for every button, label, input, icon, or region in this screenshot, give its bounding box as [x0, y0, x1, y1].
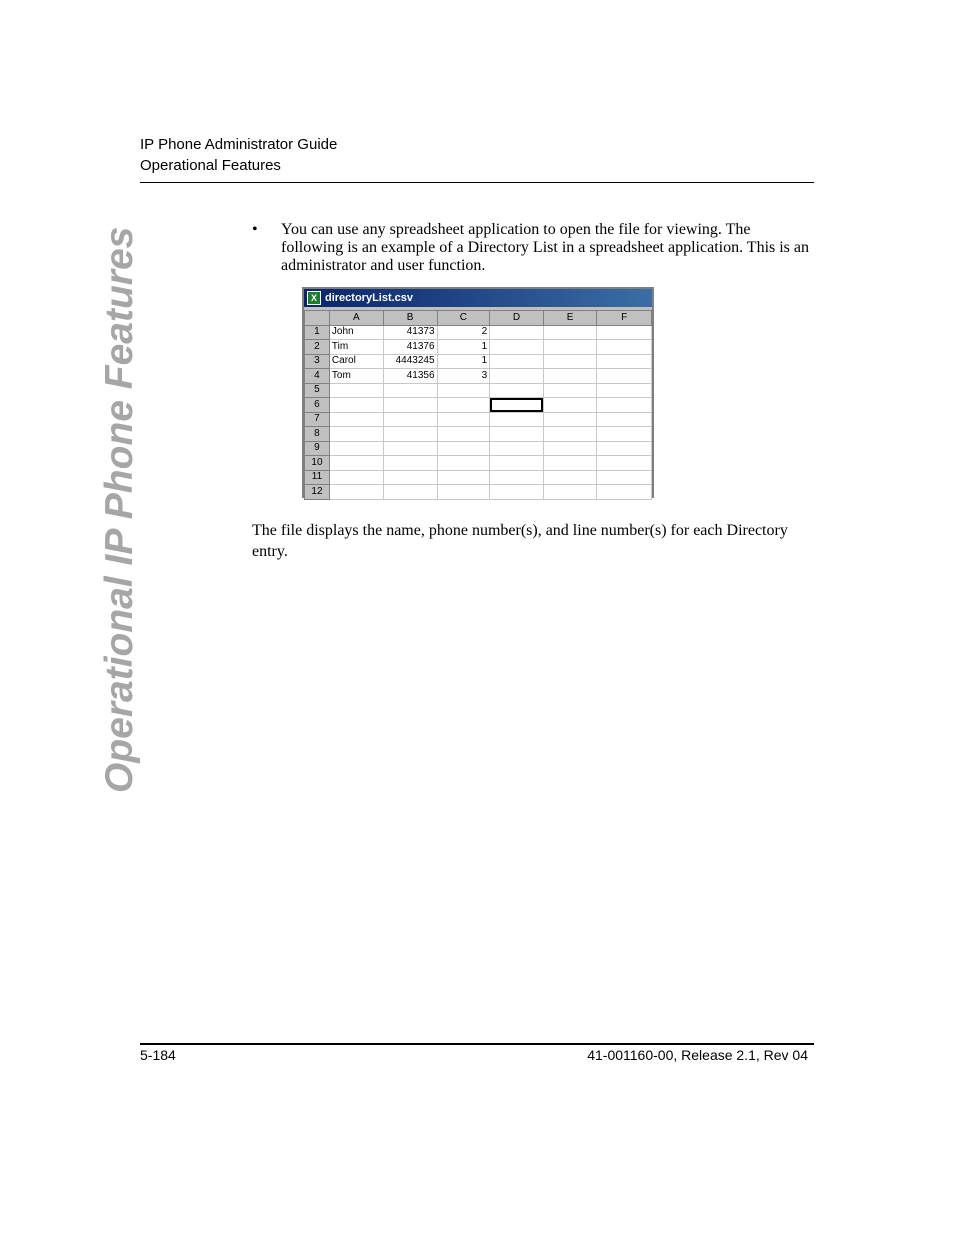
grid-cell[interactable]: [597, 456, 652, 471]
grid-cell[interactable]: [329, 441, 383, 456]
row-header[interactable]: 1: [305, 325, 330, 340]
grid-cell[interactable]: 41376: [383, 340, 437, 355]
grid-cell[interactable]: [490, 470, 544, 485]
bullet-symbol: •: [252, 221, 258, 238]
bullet-item: [252, 221, 814, 275]
row-header[interactable]: 6: [305, 398, 330, 413]
grid-cell[interactable]: [597, 325, 652, 340]
grid-cell[interactable]: [329, 470, 383, 485]
grid-cell[interactable]: [383, 456, 437, 471]
grid-cell[interactable]: [383, 398, 437, 413]
grid-cell[interactable]: [543, 354, 597, 369]
grid-cell[interactable]: 3: [437, 369, 490, 384]
excel-icon: X: [307, 291, 321, 305]
table-row: [305, 427, 652, 442]
grid-cell[interactable]: John: [329, 325, 383, 340]
footer-page-number: 5-184: [140, 1047, 176, 1063]
grid-cell[interactable]: [437, 383, 490, 398]
grid-cell[interactable]: [490, 441, 544, 456]
grid-cell[interactable]: [437, 441, 490, 456]
table-row: [305, 412, 652, 427]
grid-cell[interactable]: [490, 354, 544, 369]
grid-cell[interactable]: [543, 383, 597, 398]
row-header[interactable]: 5: [305, 383, 330, 398]
grid-cell[interactable]: 41356: [383, 369, 437, 384]
spreadsheet-titlebar[interactable]: [304, 289, 652, 307]
grid-cell[interactable]: [597, 470, 652, 485]
header-guide-title: IP Phone Administrator Guide: [140, 136, 338, 153]
grid-cell[interactable]: [597, 340, 652, 355]
grid-cell[interactable]: [437, 470, 490, 485]
footer-rule: [140, 1043, 814, 1045]
grid-cell[interactable]: Tim: [329, 340, 383, 355]
grid-cell[interactable]: [437, 412, 490, 427]
grid-cell[interactable]: [543, 485, 597, 500]
grid-cell[interactable]: [490, 485, 544, 500]
table-row: [305, 383, 652, 398]
grid-cell[interactable]: [597, 485, 652, 500]
row-header[interactable]: 3: [305, 354, 330, 369]
grid-cell[interactable]: [597, 383, 652, 398]
grid-cell[interactable]: [329, 427, 383, 442]
grid-cell[interactable]: [490, 412, 544, 427]
grid-cell[interactable]: [383, 412, 437, 427]
grid-cell[interactable]: [329, 412, 383, 427]
grid-cell[interactable]: [597, 441, 652, 456]
grid-cell[interactable]: [597, 398, 652, 413]
grid-cell[interactable]: [329, 456, 383, 471]
table-row: [305, 441, 652, 456]
grid-cell[interactable]: [329, 398, 383, 413]
spreadsheet-grid: [304, 310, 652, 500]
grid-cell[interactable]: [383, 485, 437, 500]
grid-cell[interactable]: [543, 441, 597, 456]
select-all-corner[interactable]: [305, 311, 330, 326]
column-header[interactable]: B: [383, 311, 437, 326]
grid-cell[interactable]: [383, 383, 437, 398]
grid-cell[interactable]: [543, 470, 597, 485]
side-chapter-title: Operational IP Phone Features: [98, 226, 141, 793]
grid-cell[interactable]: Carol: [329, 354, 383, 369]
row-header[interactable]: 11: [305, 470, 330, 485]
grid-cell[interactable]: [490, 456, 544, 471]
grid-cell[interactable]: [383, 427, 437, 442]
row-header[interactable]: 9: [305, 441, 330, 456]
grid-cell[interactable]: Tom: [329, 369, 383, 384]
table-row: [305, 340, 652, 355]
header-rule: [140, 182, 814, 183]
grid-cell[interactable]: 4443245: [383, 354, 437, 369]
table-row: [305, 398, 652, 413]
grid-cell[interactable]: [597, 427, 652, 442]
body-paragraph: The file displays the name, phone number(s), and line number(s) for each Directory entry.: [252, 522, 788, 560]
row-header[interactable]: 8: [305, 427, 330, 442]
grid-cell[interactable]: [597, 369, 652, 384]
row-header[interactable]: 4: [305, 369, 330, 384]
column-header-row: [305, 311, 652, 326]
table-row: [305, 485, 652, 500]
grid-cell[interactable]: [490, 383, 544, 398]
active-cell[interactable]: [490, 398, 544, 413]
row-header[interactable]: 12: [305, 485, 330, 500]
grid-cell[interactable]: [437, 456, 490, 471]
table-row: [305, 325, 652, 340]
grid-cell[interactable]: 2: [437, 325, 490, 340]
row-header[interactable]: 10: [305, 456, 330, 471]
header-section-title: Operational Features: [140, 157, 281, 174]
grid-cell[interactable]: 1: [437, 340, 490, 355]
grid-cell[interactable]: [329, 485, 383, 500]
grid-cell[interactable]: [543, 325, 597, 340]
grid-cell[interactable]: [437, 398, 490, 413]
table-row: [305, 369, 652, 384]
grid-cell[interactable]: [543, 369, 597, 384]
column-header[interactable]: C: [437, 311, 490, 326]
bullet-text: You can use any spreadsheet application to open the file for viewing. The following is an example of a Directory List in a spreadsheet application. This is an administrator and user function.: [281, 221, 810, 274]
grid-cell[interactable]: [597, 412, 652, 427]
grid-cell[interactable]: [329, 383, 383, 398]
grid-cell[interactable]: [383, 441, 437, 456]
grid-cell[interactable]: 41373: [383, 325, 437, 340]
grid-cell[interactable]: [437, 427, 490, 442]
row-header[interactable]: 7: [305, 412, 330, 427]
grid-cell[interactable]: [543, 340, 597, 355]
column-header[interactable]: A: [329, 311, 383, 326]
grid-cell[interactable]: [437, 485, 490, 500]
table-row: [305, 456, 652, 471]
grid-cell[interactable]: [490, 369, 544, 384]
spreadsheet-window: [302, 287, 654, 498]
footer-document-id: 41-001160-00, Release 2.1, Rev 04: [587, 1047, 808, 1063]
grid-cell[interactable]: [597, 354, 652, 369]
grid-cell[interactable]: [543, 456, 597, 471]
column-header[interactable]: E: [543, 311, 597, 326]
grid-cell[interactable]: [543, 412, 597, 427]
grid-cell[interactable]: [490, 427, 544, 442]
grid-cell[interactable]: [490, 325, 544, 340]
grid-cell[interactable]: 1: [437, 354, 490, 369]
grid-cell[interactable]: [543, 427, 597, 442]
spreadsheet-title: directoryList.csv: [325, 292, 414, 304]
column-header[interactable]: D: [490, 311, 544, 326]
row-header[interactable]: 2: [305, 340, 330, 355]
grid-cell[interactable]: [383, 470, 437, 485]
table-row: [305, 470, 652, 485]
table-row: [305, 354, 652, 369]
grid-cell[interactable]: [490, 340, 544, 355]
grid-cell[interactable]: [543, 398, 597, 413]
column-header[interactable]: F: [597, 311, 652, 326]
